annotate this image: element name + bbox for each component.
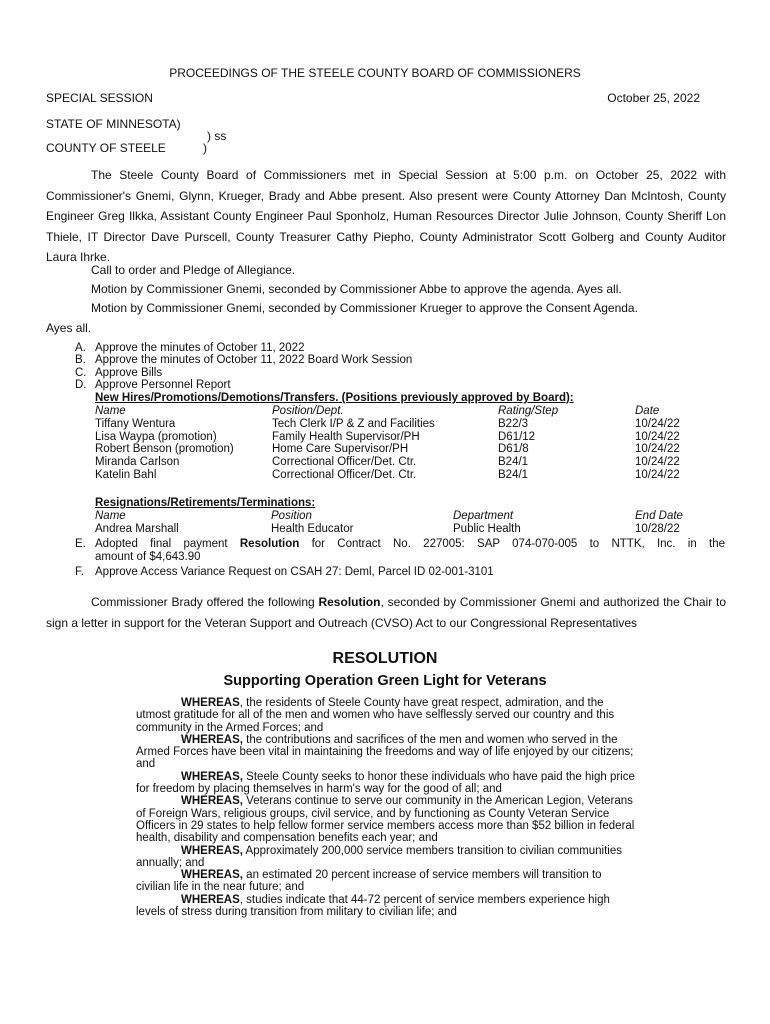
item-e-pre: Adopted final payment	[95, 538, 240, 550]
hire-position: Correctional Officer/Det. Ctr.	[272, 468, 417, 481]
call-to-order: Call to order and Pledge of Allegiance.	[91, 263, 296, 277]
whereas-clause	[136, 795, 636, 844]
resign-table	[95, 510, 695, 536]
consent-item-c: Approve Bills	[95, 367, 163, 379]
hires-header-row	[95, 405, 695, 418]
whereas-keyword: WHEREAS,	[181, 733, 243, 746]
whereas-keyword: WHEREAS,	[181, 844, 243, 857]
whereas-keyword: WHEREAS	[181, 893, 240, 906]
hire-position: Family Health Supervisor/PH	[272, 430, 420, 443]
whereas-keyword: WHEREAS,	[181, 770, 243, 783]
hires-col-date: Date	[635, 405, 660, 417]
hire-date: 10/24/22	[635, 430, 680, 443]
brady-resolution: Resolution	[318, 595, 381, 609]
whereas-text: Steele County seeks to honor these individuals who have paid the high price for freedom by placing themselves in harm's way for the good of all; and	[136, 770, 635, 796]
hire-rating: B24/1	[498, 468, 529, 481]
table-row	[95, 443, 695, 456]
resign-heading: Resignations/Retirements/Terminations:	[95, 497, 316, 509]
hire-position: Tech Clerk I/P & Z and Facilities	[272, 417, 435, 430]
resign-name: Andrea Marshall	[95, 522, 179, 535]
item-e-post: for Contract No. 227005: SAP 074-070-005 to NTTK, Inc. in the	[299, 538, 725, 550]
brady-paragraph	[46, 592, 726, 633]
whereas-text: , studies indicate that 44-72 percent of service members experience high levels of stress during transition from military to civilian life; and	[136, 893, 610, 919]
whereas-clause	[136, 869, 636, 894]
hire-name: Miranda Carlson	[95, 456, 180, 469]
consent-letter-f: F.	[75, 566, 84, 578]
motion-agenda: Motion by Commissioner Gnemi, seconded by Commissioner Abbe to approve the agenda. Ayes all.	[91, 282, 622, 296]
county-line: COUNTY OF STEELE	[46, 141, 166, 155]
hire-date: 10/24/22	[635, 417, 680, 430]
resign-department: Public Health	[453, 522, 521, 535]
hire-date: 10/24/22	[635, 443, 680, 456]
whereas-keyword: WHEREAS,	[181, 869, 243, 882]
session-type: SPECIAL SESSION	[46, 91, 153, 105]
item-e-resolution: Resolution	[239, 538, 300, 550]
whereas-clause	[136, 894, 636, 919]
resign-col-name: Name	[95, 510, 126, 522]
hire-name: Lisa Waypa (promotion)	[95, 430, 217, 443]
consent-letter-e: E.	[75, 538, 86, 550]
consent-letter-c: C.	[75, 367, 87, 379]
hires-col-position: Position/Dept.	[272, 405, 344, 417]
whereas-clauses	[136, 697, 636, 918]
consent-letter-a: A.	[75, 342, 86, 354]
whereas-text: Veterans continue to serve our community in the American Legion, Veterans of Foreign Wars, religious groups, civil service, and by functioning as County Veteran Service Officers in 29 states to help fellow former service members access more than $52 billion in federal health, disability and compensation benefits each year; and	[136, 795, 635, 845]
whereas-keyword: WHEREAS,	[181, 795, 243, 808]
table-row	[95, 469, 695, 482]
proceedings-title: PROCEEDINGS OF THE STEELE COUNTY BOARD OF COMMISSIONERS	[169, 66, 581, 80]
whereas-text: an estimated 20 percent increase of service members will transition to civilian life in the near future; and	[136, 869, 602, 894]
resign-col-department: Department	[453, 510, 514, 522]
whereas-clause	[136, 697, 636, 734]
resolution-heading: RESOLUTION	[332, 650, 438, 667]
whereas-clause	[136, 771, 636, 796]
resign-position: Health Educator	[271, 522, 354, 535]
resign-col-end-date: End Date	[635, 510, 683, 522]
resign-col-position: Position	[271, 510, 312, 522]
hire-rating: D61/8	[498, 443, 529, 456]
hire-name: Robert Benson (promotion)	[95, 443, 234, 456]
hires-col-rating: Rating/Step	[498, 405, 559, 417]
consent-letter-d: D.	[75, 379, 87, 391]
resign-header-row	[95, 510, 695, 523]
state-line: STATE OF MINNESOTA)	[46, 117, 181, 131]
hire-date: 10/24/22	[635, 468, 680, 481]
table-row	[95, 431, 695, 444]
consent-letter-b: B.	[75, 354, 86, 366]
whereas-text: the contributions and sacrifices of the men and women who served in the Armed Forces have been vital in maintaining the freedoms and way of life enjoyed by our citizens; and	[136, 733, 634, 771]
whereas-text: , the residents of Steele County have great respect, admiration, and the utmost gratitude for all of the men and women who have selflessly served our country and this community in the Armed Forces; and	[136, 697, 615, 734]
hire-name: Tiffany Wentura	[95, 417, 176, 430]
table-row	[95, 418, 695, 431]
consent-item-e-amount: amount of $4,643.90	[95, 551, 201, 563]
brady-pre: Commissioner Brady offered the following	[91, 595, 319, 609]
hire-position: Correctional Officer/Det. Ctr.	[272, 456, 417, 469]
resign-end-date: 10/28/22	[635, 522, 680, 535]
hire-rating: D61/12	[498, 430, 536, 443]
county-paren: )	[203, 141, 207, 155]
consent-item-d: Approve Personnel Report	[95, 379, 231, 391]
whereas-clause	[136, 845, 636, 870]
hire-rating: B24/1	[498, 456, 529, 469]
hire-date: 10/24/22	[635, 456, 680, 469]
hire-name: Katelin Bahl	[95, 468, 157, 481]
consent-item-a: Approve the minutes of October 11, 2022	[95, 342, 305, 354]
hire-position: Home Care Supervisor/PH	[272, 443, 409, 456]
whereas-keyword: WHEREAS	[181, 697, 240, 709]
hires-col-name: Name	[95, 405, 126, 417]
table-row	[95, 456, 695, 469]
brady-post: , seconded by Commissioner Gnemi and authorized the Chair to sign a letter in support for the Veteran Support and Outreach (CVSO) Act to our Congressional Representatives	[46, 595, 727, 630]
motion-consent: Motion by Commissioner Gnemi, seconded by Commissioner Krueger to approve the Consent Agenda.	[91, 301, 638, 315]
consent-item-f: Approve Access Variance Request on CSAH 27: Deml, Parcel ID 02-001-3101	[95, 566, 494, 578]
resolution-subheading: Supporting Operation Green Light for Veterans	[223, 673, 547, 689]
hire-rating: B22/3	[498, 417, 529, 430]
hires-heading: New Hires/Promotions/Demotions/Transfers. (Positions previously approved by Board):	[95, 392, 574, 404]
whereas-clause	[136, 734, 636, 771]
ss-line: ) ss	[207, 129, 227, 143]
session-date: October 25, 2022	[607, 91, 700, 105]
ayes-all: Ayes all.	[46, 321, 92, 335]
hires-table	[95, 405, 695, 482]
whereas-text: Approximately 200,000 service members transition to civilian communities annually; and	[136, 844, 623, 869]
consent-item-b: Approve the minutes of October 11, 2022 Board Work Session	[95, 354, 413, 366]
consent-item-e	[95, 538, 725, 551]
intro-paragraph: The Steele County Board of Commissioners met in Special Session at 5:00 p.m. on October 25, 2022 with Commissioner's Gnemi, Glynn, Krueger, Brady and Abbe present. Also present were County Attorney Dan McIntosh, County Engineer Greg Ilkka, Assistant County Engineer Paul Sponholz, Human Resources Director Julie Johnson, County Sheriff Lon Thiele, IT Director Dave Purscell, County Treasurer Cathy Piepho, County Administrator Scott Golberg and County Auditor Laura Ihrke.	[46, 168, 726, 264]
table-row	[95, 523, 695, 536]
